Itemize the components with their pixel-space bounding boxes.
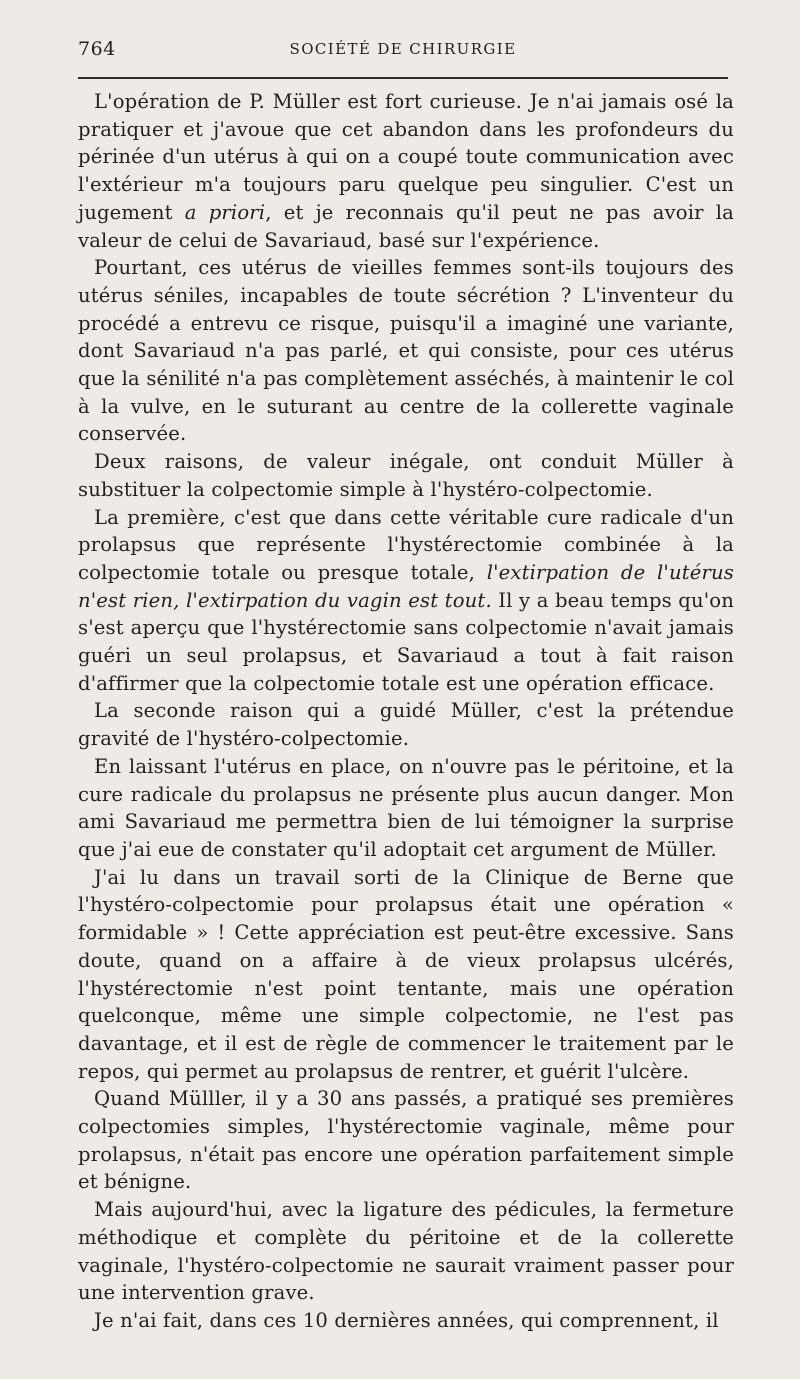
paragraph bbox=[78, 1196, 734, 1307]
paragraph bbox=[78, 697, 734, 752]
paragraph bbox=[78, 753, 734, 864]
page-header bbox=[78, 38, 728, 64]
paragraph-text: Il y a beau temps qu'on s'est aperçu que l'hystérectomie sans colpectomie n'avait jamais guéri un seul prolapsus, et Savariaud a tout à fait raison d'affirmer que la colpectomie totale est une opération efficace. bbox=[78, 588, 735, 695]
paragraph bbox=[78, 1307, 734, 1335]
header-rule bbox=[78, 77, 728, 79]
paragraph-text: La première, c'est que dans cette véritable cure radicale d'un prolapsus que représente l'hystérectomie combinée à la colpectomie totale ou presque totale, bbox=[78, 505, 734, 584]
paragraph bbox=[78, 504, 734, 698]
paragraph bbox=[78, 448, 734, 503]
paragraph-text: Quand Mülller, il y a 30 ans passés, a pratiqué ses premières colpectomies simples, l'hystérectomie vaginale, même pour prolapsus, n'était pas encore une opération parfaitement simple et bénigne. bbox=[78, 1087, 734, 1194]
paragraph-text: , et je reconnais qu'il peut ne pas avoir la valeur de celui de Savariaud, basé sur l'expérience. bbox=[78, 200, 734, 252]
running-head: SOCIÉTÉ DE CHIRURGIE bbox=[289, 40, 517, 58]
paragraph-text: En laissant l'utérus en place, on n'ouvre pas le péritoine, et la cure radicale du prolapsus ne présente plus aucun danger. Mon ami Savariaud me permettra bien de lui témoigner la surprise que j'ai eue de constater qu'il adoptait cet argument de Müller. bbox=[78, 754, 734, 861]
body-text bbox=[78, 88, 734, 1335]
page-number: 764 bbox=[78, 38, 116, 60]
italic-text: a priori bbox=[184, 200, 266, 224]
paragraph-text: L'opération de P. Müller est fort curieuse. Je n'ai jamais osé la pratiquer et j'avoue que cet abandon dans les profondeurs du périnée d'un utérus à qui on a coupé toute communication avec l'extérieur m'a toujours paru quelque peu singulier. C'est un jugement bbox=[78, 90, 734, 224]
paragraph bbox=[78, 1085, 734, 1196]
paragraph-text: Pourtant, ces utérus de vieilles femmes sont-ils toujours des utérus séniles, incapables de toute sécrétion ? L'inventeur du procédé a entrevu ce risque, puisqu'il a imaginé une variante, dont Savariaud n'a pas parlé, et qui consiste, pour ces utérus que la sénilité n'a pas complètement asséchés, à maintenir le col à la vulve, en le suturant au centre de la collerette vaginale conservée. bbox=[78, 256, 734, 446]
paragraph bbox=[78, 88, 734, 254]
italic-text: l'extirpation de l'utérus n'est rien, l'extirpation du vagin est tout. bbox=[78, 560, 734, 612]
paragraph-text: Je n'ai fait, dans ces 10 dernières années, qui comprennent, il bbox=[94, 1308, 719, 1332]
paragraph bbox=[78, 254, 734, 448]
paragraph-text: J'ai lu dans un travail sorti de la Clinique de Berne que l'hystéro-colpectomie pour prolapsus était une opération « formidable » ! Cette appréciation est peut-être excessive. Sans doute, quand on a affaire à de vieux prolapsus ulcérés, l'hystérectomie n'est point tentante, mais une opération quelconque, même une simple colpectomie, ne l'est pas davantage, et il est de règle de commencer le traitement par le repos, qui permet au prolapsus de rentrer, et guérit l'ulcère. bbox=[78, 865, 734, 1083]
paragraph-text: Mais aujourd'hui, avec la ligature des pédicules, la fermeture méthodique et complète du péritoine et de la collerette vaginale, l'hystéro-colpectomie ne saurait vraiment passer pour une intervention grave. bbox=[78, 1198, 734, 1305]
paragraph-text: La seconde raison qui a guidé Müller, c'est la prétendue gravité de l'hystéro-colpectomie. bbox=[78, 699, 734, 751]
paragraph bbox=[78, 864, 734, 1086]
paragraph-text: Deux raisons, de valeur inégale, ont conduit Müller à substituer la colpectomie simple à l'hystéro-colpectomie. bbox=[78, 450, 734, 501]
